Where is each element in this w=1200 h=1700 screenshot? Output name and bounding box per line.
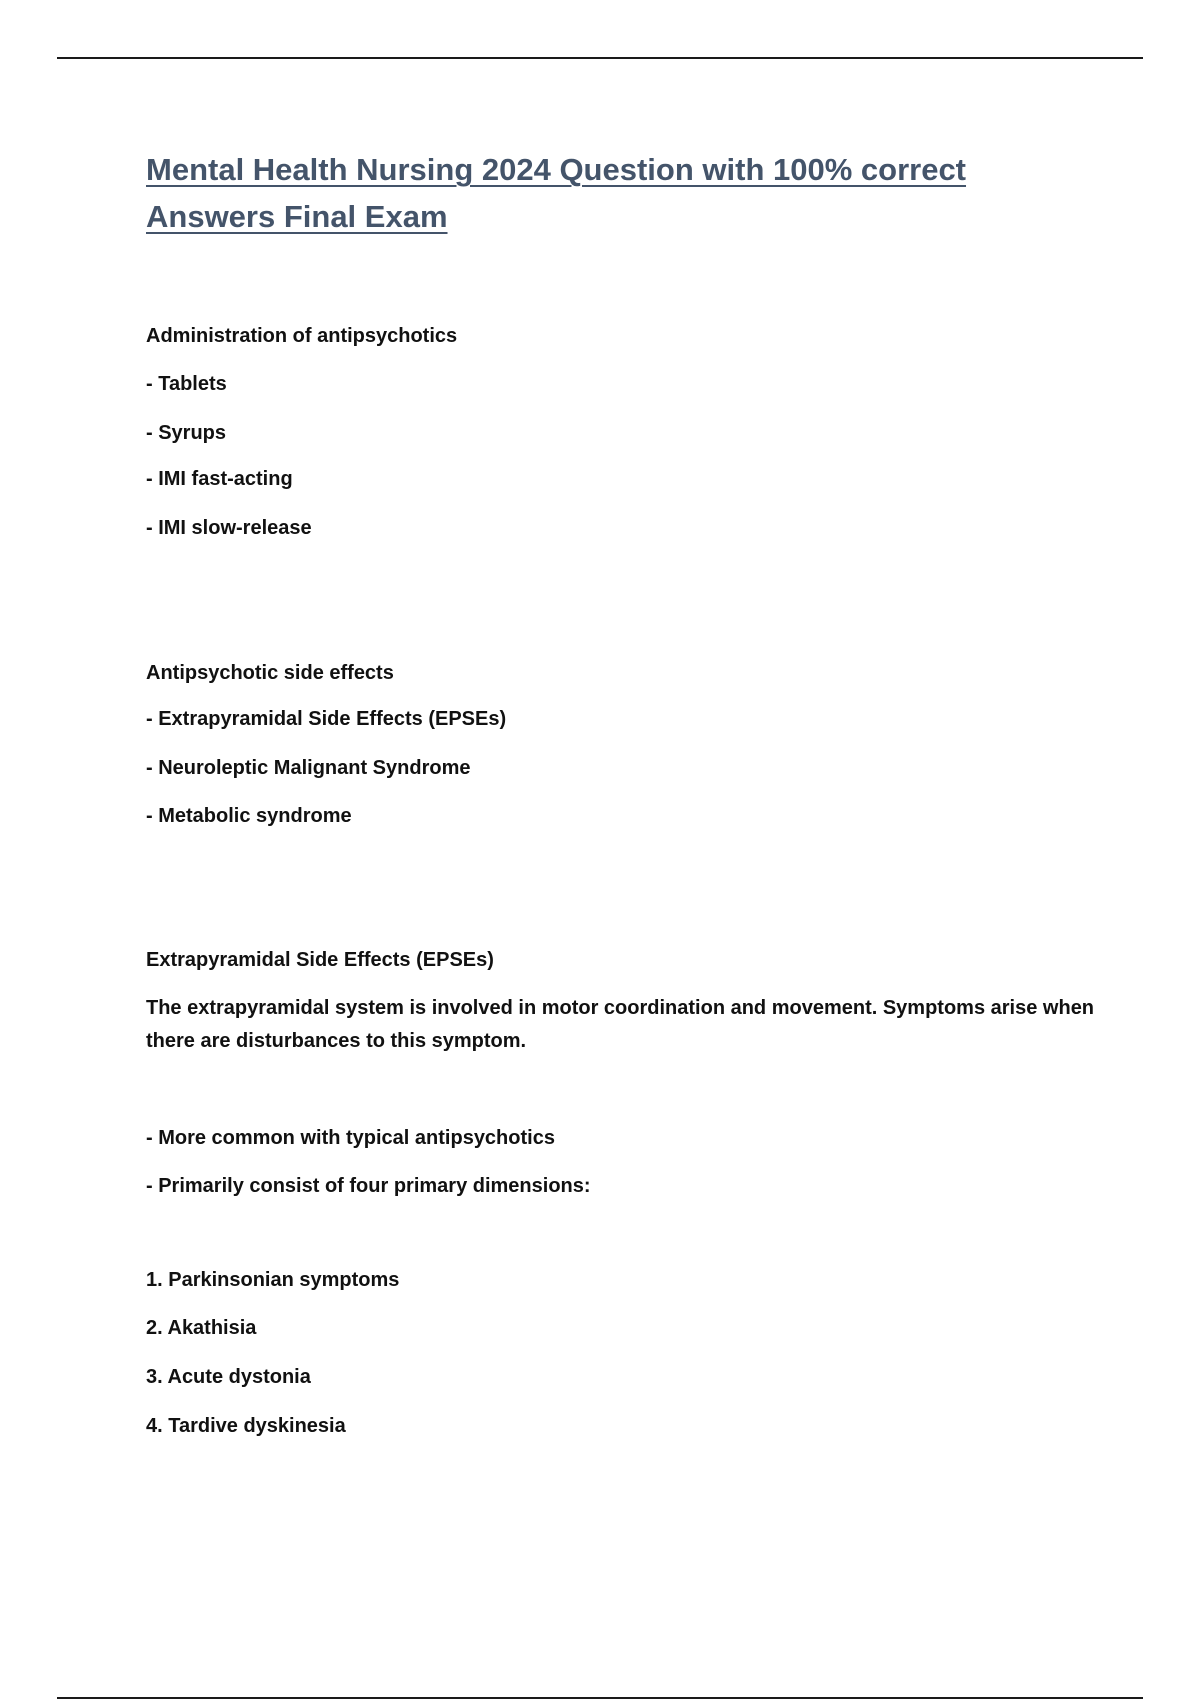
document-title: Mental Health Nursing 2024 Question with 100% correct Answers Final Exam — [146, 152, 967, 234]
list-item: - Syrups — [146, 422, 227, 444]
list-item: - More common with typical antipsychotics — [146, 1127, 555, 1149]
list-item: - IMI slow-release — [146, 517, 312, 539]
list-item: - IMI fast-acting — [146, 468, 293, 490]
numbered-item: 1. Parkinsonian symptoms — [146, 1269, 400, 1291]
list-item: - Primarily consist of four primary dimensions: — [146, 1175, 591, 1197]
section-heading-side-effects: Antipsychotic side effects — [146, 662, 394, 684]
list-item: - Tablets — [146, 373, 227, 395]
bottom-rule — [57, 1697, 1143, 1699]
top-rule — [57, 57, 1143, 59]
section-heading-administration: Administration of antipsychotics — [146, 325, 458, 347]
numbered-item: 3. Acute dystonia — [146, 1366, 311, 1388]
section-paragraph: The extrapyramidal system is involved in motor coordination and movement. Symptoms arise when there are disturbances to this symptom. — [146, 997, 1095, 1052]
list-item: - Neuroleptic Malignant Syndrome — [146, 757, 471, 779]
section-heading-epses: Extrapyramidal Side Effects (EPSEs) — [146, 949, 494, 971]
numbered-item: 4. Tardive dyskinesia — [146, 1415, 346, 1437]
numbered-item: 2. Akathisia — [146, 1317, 257, 1339]
list-item: - Metabolic syndrome — [146, 805, 352, 827]
list-item: - Extrapyramidal Side Effects (EPSEs) — [146, 708, 507, 730]
